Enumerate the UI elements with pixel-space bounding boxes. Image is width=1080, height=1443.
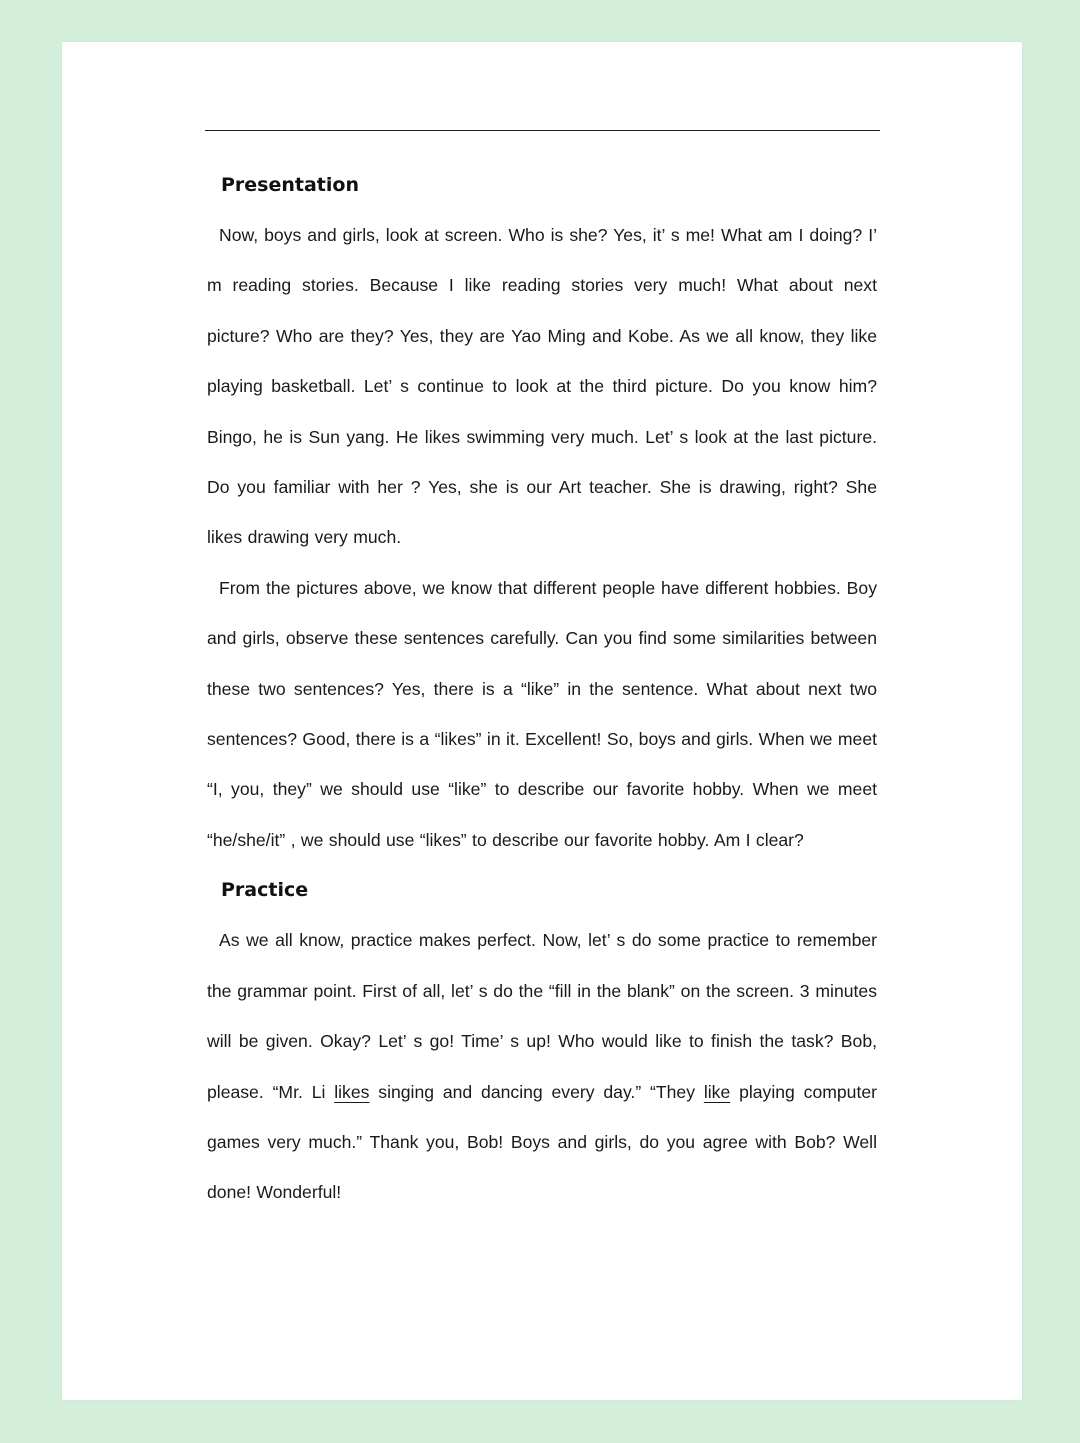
heading-practice: Practice — [221, 879, 309, 902]
text-run: singing and dancing every day.” “They — [369, 1081, 704, 1102]
paragraph: From the pictures above, we know that different people have different hobbies. Boy and girls, observe these sentences carefully. Can you find some similarities between these two sentences? Yes, there is a “like” in the sentence. What about next two sentences? Good, there is a “likes” in it. Excellent! So, boys and girls. When we meet “I, you, they” we should use “like” to describe our favorite hobby. When we meet “he/she/it” , we should use “likes” to describe our favorite hobby. Am I clear? — [207, 577, 877, 850]
text-run: As we all know, practice makes perfect. Now, let’ s do some practice to remember the grammar point. First of all, let’ s do the “fill in the blank” on the screen. 3 minutes will be given. Okay? Let’ s go! Time’ s up! Who would like to finish the task? Bob, please. “Mr. Li — [207, 930, 877, 1102]
paragraph: Now, boys and girls, look at screen. Who is she? Yes, it’ s me! What am I doing? I’ m reading stories. Because I like reading stories very much! What about next picture? Who are they? Yes, they are Yao Ming and Kobe. As we all know, they like playing basketball. Let’ s continue to look at the third picture. Do you know him? Bingo, he is Sun yang. He likes swimming very much. Let’ s look at the last picture. Do you familiar with her ? Yes, she is our Art teacher. She is drawing, right? She likes drawing very much. — [207, 225, 877, 548]
text-run: playing computer games very much.” Thank you, Bob! Boys and girls, do you agree with Bob? Well done! Wonderful! — [207, 1081, 877, 1203]
document-page — [62, 42, 1022, 1400]
document-body — [207, 160, 877, 1218]
paragraph-practice — [207, 915, 877, 1217]
underlined-word: likes — [334, 1081, 370, 1102]
header-rule — [205, 130, 880, 131]
heading-presentation: Presentation — [221, 174, 359, 196]
underlined-word: like — [703, 1081, 731, 1102]
